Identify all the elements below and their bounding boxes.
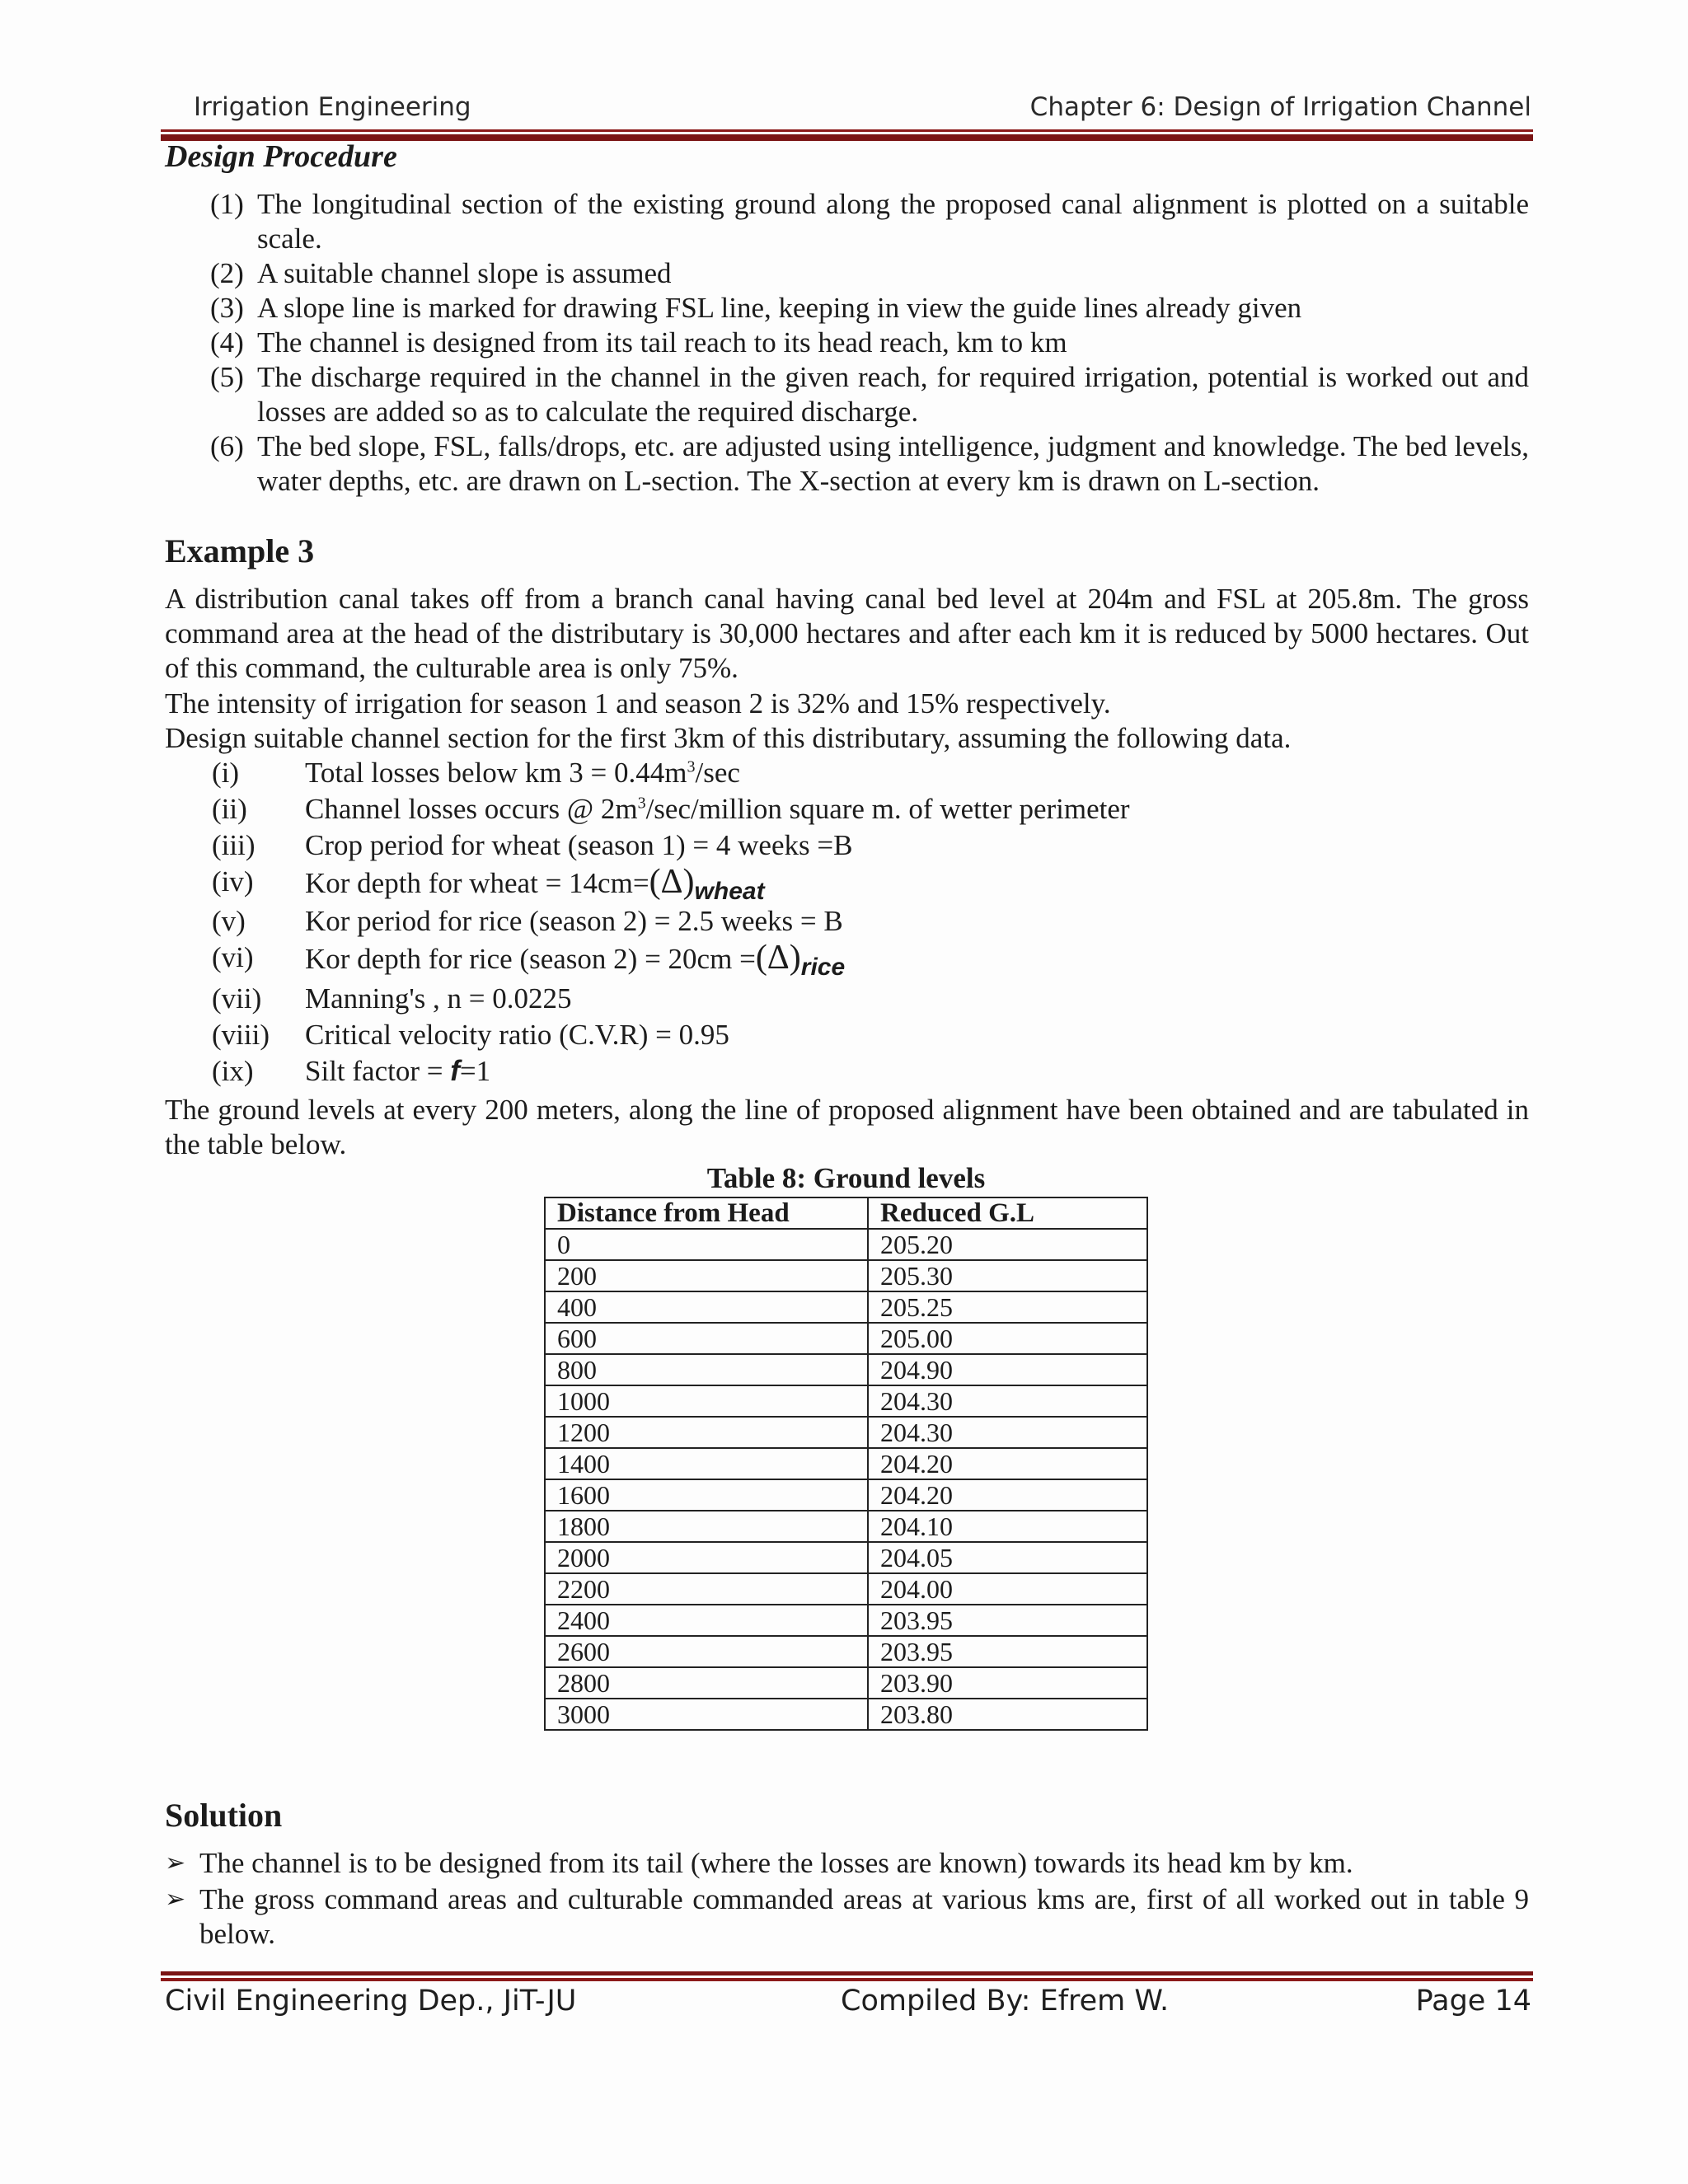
example-paragraph-1: A distribution canal takes off from a branch canal having canal bed level at 204m and FSL at 205.8m. The gross command area at the head of the distributary is 30,000 hectares and after each km it is reduced by 5000 hectares. Out of this command, the culturable area is only 75%.: [165, 583, 1529, 684]
step-number: (2): [210, 257, 244, 289]
data-item: (iii) Crop period for wheat (season 1) = 4 weeks =B: [212, 829, 853, 861]
level-cell: 204.20: [868, 1448, 1147, 1479]
step-text: The longitudinal section of the existing ground along the proposed canal alignment is plotted on a suitable scale.: [257, 188, 1529, 255]
table-row: [545, 1636, 1147, 1667]
header-right: Chapter 6: Design of Irrigation Channel: [1029, 92, 1531, 122]
assumed-data-list: [165, 756, 1529, 1090]
level-cell: 204.10: [868, 1511, 1147, 1542]
table-row: [545, 1417, 1147, 1448]
level-cell: 205.20: [868, 1229, 1147, 1260]
data-item: (viii) Critical velocity ratio (C.V.R) = 0.95: [212, 1019, 729, 1051]
solution-bullet: ➢ The gross command areas and culturable commanded areas at various kms are, first of all worked out in table 9 below.: [165, 1883, 1529, 1950]
item-number: (v): [212, 905, 246, 937]
table-row: [545, 1699, 1147, 1730]
item-number: (i): [212, 757, 240, 789]
step-number: (3): [210, 292, 244, 324]
table-row: [545, 1229, 1147, 1260]
footer-rule: [161, 1971, 1533, 1981]
ground-levels-table: [544, 1197, 1148, 1731]
data-item: (ix) Silt factor = f=1: [212, 1055, 491, 1087]
example-paragraph-4: The ground levels at every 200 meters, along the line of proposed alignment have been obtained and are tabulated in the table below.: [165, 1094, 1529, 1160]
level-cell: 203.95: [868, 1605, 1147, 1636]
table-row: [545, 1479, 1147, 1511]
table-header-row: [545, 1197, 1147, 1229]
distance-cell: 2000: [545, 1542, 868, 1573]
data-item: (vi) Kor depth for rice (season 2) = 20cm =(Δ)rice: [212, 939, 846, 981]
item-number: (ix): [212, 1055, 254, 1087]
solution-list: [165, 1846, 1529, 1952]
level-cell: 203.90: [868, 1667, 1147, 1699]
step-number: (4): [210, 326, 244, 359]
step-number: (6): [210, 430, 244, 462]
example-heading: Example 3: [165, 532, 315, 569]
procedure-step: [165, 326, 1529, 360]
step-number: (1): [210, 188, 244, 220]
distance-cell: 3000: [545, 1699, 868, 1730]
table-row: [545, 1448, 1147, 1479]
data-item: (vii) Manning's , n = 0.0225: [212, 982, 572, 1015]
data-item: (ii) Channel losses occurs @ $2m^3/\sec$/million square m. of wetter perimeter: [212, 793, 1130, 825]
distance-cell: 200: [545, 1260, 868, 1291]
item-number: (viii): [212, 1019, 270, 1051]
level-cell: 203.80: [868, 1699, 1147, 1730]
procedure-step: [165, 187, 1529, 256]
design-procedure-heading: Design Procedure: [165, 139, 397, 174]
table-row: [545, 1511, 1147, 1542]
distance-cell: 800: [545, 1354, 868, 1385]
level-cell: 205.00: [868, 1323, 1147, 1354]
distance-cell: 1800: [545, 1511, 868, 1542]
distance-cell: 1600: [545, 1479, 868, 1511]
step-text: The bed slope, FSL, falls/drops, etc. are adjusted using intelligence, judgment and knowledge. The bed levels, water depths, etc. are drawn on L-section. The X-section at every km is drawn on L-section.: [257, 430, 1529, 497]
procedure-step: [165, 360, 1529, 429]
header-left: Irrigation Engineering: [194, 92, 471, 122]
distance-cell: 0: [545, 1229, 868, 1260]
table-caption: Table 8: Ground levels: [706, 1162, 986, 1194]
table-row: [545, 1354, 1147, 1385]
footer-left: Civil Engineering Dep., JiT-JU: [165, 1985, 577, 2018]
distance-cell: 1400: [545, 1448, 868, 1479]
procedure-step: [165, 256, 1529, 291]
distance-cell: 600: [545, 1323, 868, 1354]
step-text: The channel is designed from its tail reach to its head reach, km to km: [257, 326, 1067, 359]
level-cell: 203.95: [868, 1636, 1147, 1667]
design-procedure-list: [165, 187, 1529, 499]
data-item: (i) Total losses below km $3 = 0.44m^3/\sec$: [212, 757, 740, 789]
level-cell: 204.05: [868, 1542, 1147, 1573]
table-row: [545, 1385, 1147, 1417]
page-number: Page 14: [1415, 1985, 1531, 2018]
solution-heading: Solution: [165, 1797, 283, 1834]
level-cell: 204.00: [868, 1573, 1147, 1605]
item-number: (vi): [212, 941, 254, 973]
item-number: (vii): [212, 982, 262, 1015]
level-cell: 204.20: [868, 1479, 1147, 1511]
step-text: A suitable channel slope is assumed: [257, 257, 672, 289]
level-cell: 205.30: [868, 1260, 1147, 1291]
column-header: Distance from Head: [545, 1197, 868, 1229]
distance-cell: 400: [545, 1291, 868, 1323]
procedure-step: [165, 429, 1529, 499]
solution-bullet: ➢ The channel is to be designed from its tail (where the losses are known) towards its head km by km.: [165, 1847, 1353, 1879]
distance-cell: 2400: [545, 1605, 868, 1636]
data-item: (v) Kor period for rice (season 2) = 2.5 weeks = B: [212, 905, 843, 937]
step-text: The discharge required in the channel in the given reach, for required irrigation, potential is worked out and losses are added so as to calculate the required discharge.: [257, 361, 1529, 428]
level-cell: 204.30: [868, 1385, 1147, 1417]
page-header: [194, 92, 1531, 129]
page-footer: [165, 1985, 1531, 2026]
table-row: [545, 1260, 1147, 1291]
table-row: [545, 1573, 1147, 1605]
distance-cell: 1000: [545, 1385, 868, 1417]
table-row: [545, 1605, 1147, 1636]
example-paragraph-2: The intensity of irrigation for season 1 and season 2 is 32% and 15% respectively.: [165, 687, 1111, 719]
delta-symbol: (Δ): [649, 863, 695, 901]
level-cell: 204.30: [868, 1417, 1147, 1448]
procedure-step: [165, 291, 1529, 326]
level-cell: 205.25: [868, 1291, 1147, 1323]
level-cell: 204.90: [868, 1354, 1147, 1385]
data-item: (iv) Kor depth for wheat = 14cm=(Δ)wheat: [212, 863, 765, 905]
arrow-bullet-icon: ➢: [165, 1885, 186, 1914]
distance-cell: 1200: [545, 1417, 868, 1448]
step-number: (5): [210, 361, 244, 393]
distance-cell: 2600: [545, 1636, 868, 1667]
distance-cell: 2200: [545, 1573, 868, 1605]
item-number: (iii): [212, 829, 256, 861]
table-row: [545, 1542, 1147, 1573]
table-row: [545, 1323, 1147, 1354]
step-text: A slope line is marked for drawing FSL line, keeping in view the guide lines already given: [257, 292, 1302, 324]
table-row: [545, 1291, 1147, 1323]
delta-symbol: (Δ): [755, 939, 801, 977]
column-header: Reduced G.L: [868, 1197, 1147, 1229]
distance-cell: 2800: [545, 1667, 868, 1699]
footer-center: Compiled By: Efrem W.: [841, 1985, 1170, 2018]
example-paragraph-3: Design suitable channel section for the first 3km of this distributary, assuming the following data.: [165, 722, 1292, 754]
item-number: (iv): [212, 865, 254, 898]
item-number: (ii): [212, 793, 247, 825]
arrow-bullet-icon: ➢: [165, 1849, 186, 1877]
table-row: [545, 1667, 1147, 1699]
